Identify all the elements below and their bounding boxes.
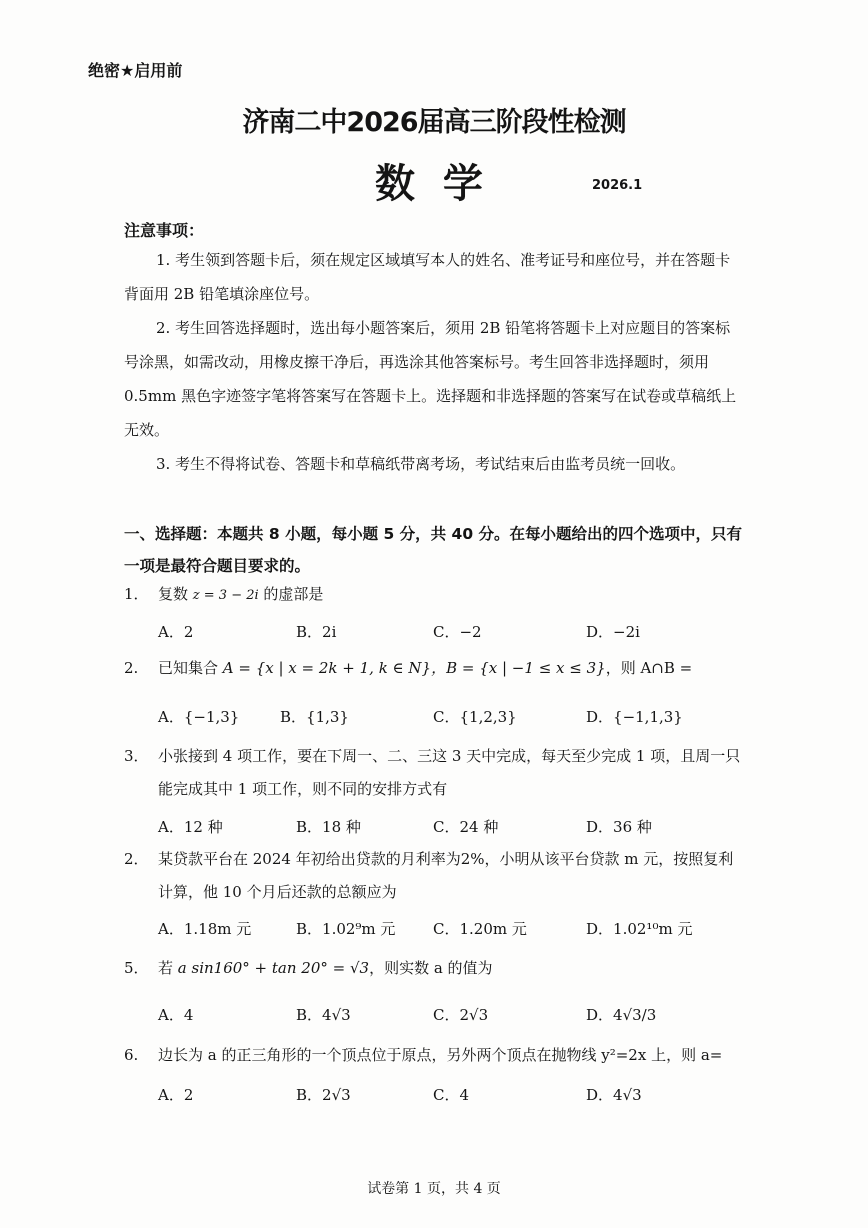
option-d: D．1.02¹⁰m 元 [586, 920, 693, 938]
question-stem-math: A = {x | x = 2k + 1, k ∈ N}，B = {x | −1 ≤ x ≤ 3} [222, 659, 606, 677]
option-a: A．4 [158, 1006, 194, 1024]
option-b: B．2√3 [296, 1086, 351, 1104]
option-b: B．1.02⁹m 元 [296, 920, 396, 938]
option-d: D．4√3 [586, 1086, 642, 1104]
exam-date: 2026.1 [592, 178, 643, 193]
exam-title: 济南二中2026届高三阶段性检测 [242, 107, 626, 138]
option-a: A．2 [158, 623, 194, 641]
question-number: 3． [124, 747, 149, 765]
question-6 [124, 1039, 722, 1071]
option-a: A．{−1,3} [158, 708, 240, 726]
option-d: D．4√3/3 [586, 1006, 657, 1024]
section-heading: 一、选择题：本题共 8 小题，每小题 5 分，共 40 分。在每小题给出的四个选项中，只有一项是最符合题目要求的。 [124, 525, 743, 575]
page-footer: 试卷第 1 页，共 4 页 [367, 1181, 501, 1197]
subject-title: 数 学 [375, 161, 483, 207]
option-c: C．2√3 [433, 1006, 489, 1024]
question-3 [124, 740, 740, 772]
option-b: B．{1,3} [280, 708, 349, 726]
question-stem-prefix: 已知集合 [158, 659, 223, 677]
option-a: A．1.18m 元 [158, 920, 252, 938]
question-stem-suffix: ，则 A∩B = [605, 659, 693, 677]
notice-item-3: 3. 考生不得将试卷、答题卡和草稿纸带离考场，考试结束后由监考员统一回收。 [156, 455, 686, 473]
question-stem: 边长为 a 的正三角形的一个顶点位于原点，另外两个顶点在抛物线 y²=2x 上，则 a= [158, 1046, 723, 1064]
question-4 [124, 843, 733, 875]
option-d: D．−2i [586, 623, 640, 641]
question-3-line2: 能完成其中 1 项工作，则不同的安排方式有 [158, 780, 448, 798]
notice-item-1: 1. 考生领到答题卡后，须在规定区域填写本人的姓名、准考证号和座位号，并在答题卡背面用 2B 铅笔填涂座位号。 [124, 251, 731, 303]
question-1 [124, 578, 323, 612]
question-number: 5． [124, 959, 149, 977]
question-stem-suffix: ，则实数 a 的值为 [369, 959, 493, 977]
option-a: A．2 [158, 1086, 194, 1104]
option-d: D．{−1,1,3} [586, 708, 683, 726]
question-number: 2． [124, 850, 149, 868]
question-stem-prefix: 复数 [158, 585, 193, 603]
question-stem-line1: 小张接到 4 项工作，要在下周一、二、三这 3 天中完成，每天至少完成 1 项，且周一只 [158, 747, 741, 765]
question-4-line2: 计算，他 10 个月后还款的总额应为 [158, 883, 397, 901]
question-2 [124, 652, 692, 684]
option-c: C．1.20m 元 [433, 920, 527, 938]
question-stem-prefix: 若 [158, 959, 178, 977]
question-number: 2. [124, 659, 139, 677]
question-stem-math: a sin160° + tan 20° = √3 [177, 959, 370, 977]
question-stem-line1: 某贷款平台在 2024 年初给出贷款的月利率为2%，小明从该平台贷款 m 元，按照复利 [158, 850, 734, 868]
question-stem-math: z = 3 − 2i [192, 588, 259, 603]
question-number: 1． [124, 585, 149, 603]
option-b: B．2i [296, 623, 337, 641]
option-c: C．{1,2,3} [433, 708, 517, 726]
option-c: C．4 [433, 1086, 470, 1104]
option-d: D．36 种 [586, 818, 652, 836]
option-c: C．24 种 [433, 818, 499, 836]
option-c: C．−2 [433, 623, 482, 641]
notice-item-2: 2. 考生回答选择题时，选出每小题答案后，须用 2B 铅笔将答题卡上对应题目的答案标号涂黑，如需改动，用橡皮擦干净后，再选涂其他答案标号。考生回答非选择题时，须用 0.5mm 黑色字迹签字笔将答案写在答题卡上。选择题和非选择题的答案写在试卷或草稿纸上无效。 [124, 319, 737, 439]
option-b: B．4√3 [296, 1006, 351, 1024]
option-b: B．18 种 [296, 818, 361, 836]
confidential-label: 绝密★启用前 [88, 61, 183, 80]
notice-heading: 注意事项： [124, 221, 205, 240]
question-stem-suffix: 的虚部是 [258, 585, 324, 603]
option-a: A．12 种 [158, 818, 223, 836]
question-number: 6. [124, 1046, 139, 1064]
question-5 [124, 952, 493, 984]
